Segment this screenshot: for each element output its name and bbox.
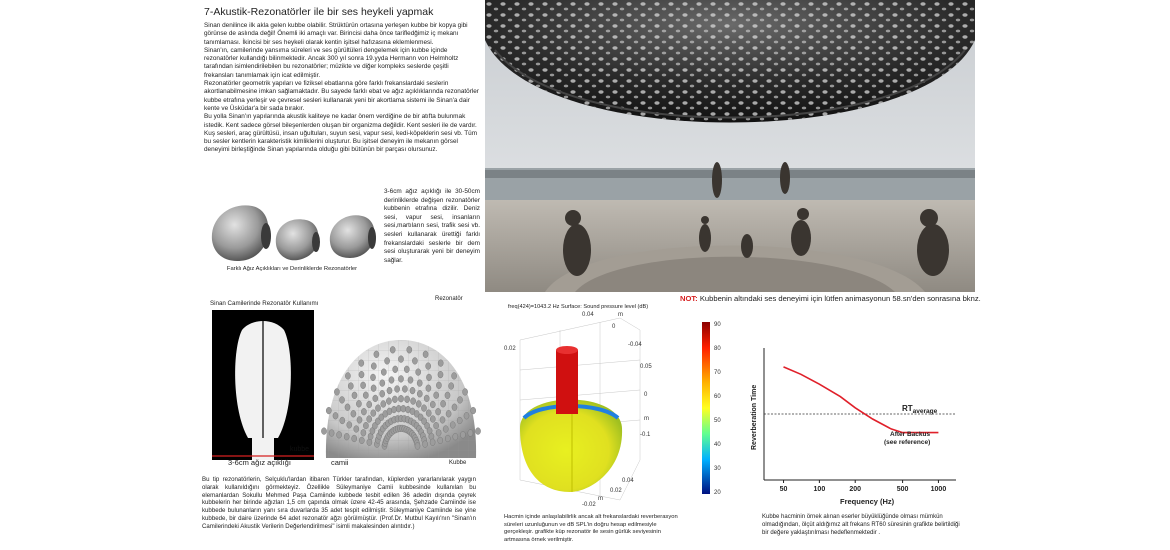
sim-tick-side: 0.02 [504,346,516,352]
resonator-blob [449,383,454,390]
simulation-caption: Hacmin içinde anlaşılabilirlik ancak alt frekanslardaki reverberasyon süreleri uzunluğunun ve dB SPL'in doğru hesap edilmesiyle gerçekleşir. grafikte küp rezonatör ile sesin gürlük seviyesinin artmasına örnek verilmiştir. [504,514,678,543]
note-text: Kubbenin altındaki ses deneyimi için lütfen animasyonun 58.sn'den sonrasına bknz. [697,294,981,303]
resonator-blob [361,429,366,436]
resonator-blob [424,395,429,402]
resonator-blob [453,433,458,440]
resonator-blob [434,392,439,399]
resonator-blob [438,437,443,444]
resonator-blob [408,377,413,384]
resonator-blob [380,390,385,397]
chart-xlabel: Frequency (Hz) [840,497,895,506]
intro-paragraph: Sinan denilince ilk akla gelen kubbe olabilir. Strüktürün ortasına yerleşen kubbe bir kopya gibi görünse de aslında değil! Önemli iki amaçlı var. Birincisi daha önce tarifledğimiz iç mekanı tanımlaması. İkincisi bir ses heykeli olarak kentin işitsel hafızasına eklemlenmesi. [204,22,468,46]
resonator-blob [356,400,361,407]
resonator-blob [445,435,450,442]
mosque-dome-section-drawing [212,310,314,460]
resonator-blob [359,437,364,444]
resonator-shapes-illustration [202,200,384,266]
note-label: NOT: [680,294,698,303]
resonator-blob [347,422,352,429]
section-title: 7-Akustik-Rezonatörler ile bir ses heykeli yapmak [204,6,434,18]
resonator-blob [450,422,455,429]
resonator-blob [367,401,372,408]
resonator-blob [398,376,403,383]
dome-resonator-label: Rezonatör [435,296,463,302]
resonator-blob [387,387,392,394]
sim-axis-m-bottom: m [598,496,603,502]
resonator-blob [434,422,439,429]
resonator-blob [440,417,445,424]
sim-tick-top: 0 [612,324,616,330]
resonator-blob [333,412,338,419]
resonator-blob [401,405,406,412]
resonator-blob [423,351,428,358]
resonator-blob [438,371,443,378]
colorbar-tick-label: 80 [714,346,721,352]
resonator-blob [374,351,379,358]
resonator-blob [348,383,353,390]
resonator-blob [430,401,435,408]
resonator-blob [395,386,400,393]
resonator-blob [392,396,397,403]
colorbar-tick-label: 20 [714,490,721,496]
resonator-blob [344,433,349,440]
resonator-blob [443,426,448,433]
resonator-blob [417,390,422,397]
resonator-blob [438,360,443,367]
x-tick-label: 500 [896,486,909,493]
sim-tick-top: -0.04 [628,342,642,348]
sim-tick-right: -0.1 [640,432,651,438]
sim-tick-bottom: 0.02 [610,488,622,494]
resonator-blob [426,374,431,381]
intro-text [204,22,480,155]
chart-caption: Kubbe hacminin örnek alınan eserler büyüklüğünde olması mümkün olmadığından, ölçüt aldığımız alt frekans RT60 süresinin grafikte belirtildiği bir değere yaklaştırılması hedeflenmektedir . [762,514,960,536]
resonator-blob [398,395,403,402]
mosque-caption-camii: camii [330,458,349,467]
resonator-blob [468,430,473,437]
resonator-blob [417,380,422,387]
resonator-blob [371,363,376,370]
resonator-blob [359,371,364,378]
sim-axis-m-right: m [644,416,649,422]
sim-tick-right: 0 [644,392,648,398]
chart-annotation: After Backus [890,431,931,438]
resonator-blob [464,412,469,419]
resonator-blob [370,374,375,381]
chart-ylabel: Reverberation Time [751,384,758,450]
resonator-blob [436,382,441,389]
x-tick-label: 50 [779,486,788,493]
resonator-blob [415,443,420,450]
sim-tick-right: 0.05 [640,364,652,370]
resonator-blob [351,410,356,417]
resonator-blob [352,392,357,399]
resonator-blob [416,369,421,376]
resonator-blob [371,385,376,392]
sim-tick-top: 0.04 [582,312,594,318]
rt-label: RT [902,404,913,413]
resonator-blob [345,404,350,411]
x-tick-label: 100 [813,486,826,493]
resonator-blob [326,407,331,414]
resonator-medium [276,219,320,260]
intro-paragraph: Sinan'ın, camilerinde yansıma süreleri ve ses gürültüleri dengelemek için kubbe içinde rezonatörler kullandığı bilinmektedir. Ancak 300 yıl sonra 19.yyda Hermann von Helmholtz tarafından isimlendirilebilen bu rezonatörler; müzikte ve diğer kompleks seslerde çeşitli frekansları tanımlamak için icat edilmiştir. [204,46,459,79]
resonator-blob [359,360,364,367]
resonator-blob [426,385,431,392]
sim-axis-m: m [618,312,623,318]
x-tick-label: 1000 [930,486,947,493]
resonator-small [330,215,376,258]
resonator-blob [367,416,372,423]
resonator-description: 3-6cm ağız açıklığı ile 30-50cm derinliklerde değişen rezonatörler kubbenin etrafına dizilir. Deniz sesi, vapur sesi, insanların sesi,martıların sesi, trafik sesi vb. sesleri kullanarak ürettiği farklı frekanslardaki seslerle bir dem sesi oluşturarak yeni bir deneyim sağlar. [384,188,480,264]
resonator-blob [407,346,412,353]
resonator-blob [357,417,362,424]
resonator-blob [329,430,334,437]
resonator-blob [471,407,476,414]
resonator-blob [446,410,451,417]
resonator-blob [386,398,391,405]
resonator-blob [363,392,368,399]
kubbe-label: kubbe [290,446,310,453]
resonator-blob [404,366,409,373]
animation-note [680,294,981,303]
resonator-blob [389,377,394,384]
sound-pressure-simulation [500,310,740,510]
resonator-blob [339,397,344,404]
chart-annotation: (see reference) [884,439,931,446]
resonator-blob [463,389,468,396]
resonator-blob [381,401,386,408]
resonator-blob [381,369,386,376]
mosque-section-title: Sinan Camilerinde Rezonatör Kullanımı [210,300,319,307]
resonator-blob [416,401,421,408]
rt-curve-series [784,367,939,433]
dome-resonator-model [318,300,484,470]
resonator-blob [436,408,441,415]
sim-tick-bottom: 0.04 [622,478,634,484]
resonator-blob [410,387,415,394]
resonator-blob [373,395,378,402]
resonator-blob [475,428,480,435]
resonator-blob [385,358,390,365]
resonator-blob [391,406,396,413]
resonator-blob [430,416,435,423]
colorbar-tick-label: 50 [714,418,721,424]
resonator-history-text: Bu tip rezonatörlerin, Selçuklu'lardan itibaren Türkler tarafından, küplerden yararlanılarak yaygın olarak kullanıldığını görmekteyiz. Özellikle Süleymaniye Camii kubbesinde kullanılan bu elemanlardan Sokullu Mehmed Paşa Camiinde kubbede tesbit edilen 36 adedin dışında çeyrek kubbelerin her birinde ağızları 1,5 cm çapında olmak üzere 42-45 arasında, Şehzade Camiinde ise kubbede bulunanların yanı sıra duvarlarda 35 adet tespit edilmiştir. Süleymaniye Camiinde ise yine kubbede, bir daire üzerinde 64 adet rezonatör ağzı görülmüştür. (Prof.Dr. Mutbul Kayılı'nın "Sinan'ın Camilerindeki Akustik Verilerin Değerlendirilmesi" isimli makalesinden alıntıdır.) [202,476,476,530]
intro-paragraph: Bu yolla Sinan'ın yapılarında akustik kaliteye ne kadar önem verdiğine de bir atıfta bulunmak istedik. Kent sadece görsel bileşenlerden oluşan bir organizma değildir. Kent sesleri ile de vardır. Kuş sesleri, araç gürültüsü, insan uğultuları, suyun sesi, vapur sesi, kedi-köpeklerin sesi vb. Tüm bu sesler kentlerin karakteristik kimliklerini oluşturur. Bu işitsel deneyim ile mekanın görsel deneyimi birleştiğinde Sinan yapılarında olduğu gibi bütünün bir parçası olursunuz. [204,113,478,154]
resonator-blob [411,398,416,405]
colorbar-tick-label: 40 [714,442,721,448]
rt-label-sub: average [912,408,938,415]
colorbar-tick-label: 90 [714,322,721,328]
resonator-blob [352,435,357,442]
resonator-blob [371,410,376,417]
resonator-blob [361,382,366,389]
resonator-blob [457,417,462,424]
resonator-blob [445,392,450,399]
x-tick-label: 200 [849,486,862,493]
resonator-blob [421,405,426,412]
intro-paragraph: Rezonatörler geometrik yapıları ve fiziksel ebatlarına göre farklı frekanslardaki seslerin akortlanabilmesine imkan sağlamaktadır. Bu sayede farklı ebat ve ağız açıklıklarında rezonatörler kubbe etrafına yerleşir ve çevresel sesleri kullanarak yeni bir akortlama sistemi ile Sinan'a dair kente ve Üsküdar'a bir sada bırakır. [204,80,479,112]
resonator-blob [380,380,385,387]
reverberation-time-chart [744,340,964,512]
resonator-blob [321,428,326,435]
resonator-blob [337,431,342,438]
resonator-blob [390,346,395,353]
resonator-large [212,205,271,261]
resonator-blob [340,417,345,424]
resonator-blob [345,373,350,380]
resonator-blob [361,408,366,415]
resonator-blob [334,389,339,396]
simulation-header: freq(424)=1043.2 Hz Surface: Sound pressure level (dB) [508,304,649,310]
resonator-blob [363,422,368,429]
resonator-blob [436,429,441,436]
resonator-blob [426,363,431,370]
resonator-blob [452,404,457,411]
rt-average-label [902,404,938,415]
colorbar-tick-label: 70 [714,370,721,376]
colorbar-tick-label: 30 [714,466,721,472]
resonator-blob [375,405,380,412]
resonator-blob [393,366,398,373]
resonator-blob [398,356,403,363]
colorbar-tick-label: 60 [714,394,721,400]
resonator-caption: Farklı Ağız Açıklıkları ve Derinliklerde Rezonatörler [226,266,358,272]
resonator-blob [402,386,407,393]
resonator-blob [457,397,462,404]
mosque-caption-opening: 3-6cm ağız açıklığı [228,458,291,467]
resonator-blob [412,358,417,365]
sim-tick-bottom: -0.02 [582,502,596,508]
resonator-blob [452,373,457,380]
resonator-blob [441,400,446,407]
resonator-blob [460,431,465,438]
dome-kubbe-label: Kubbe [449,460,467,466]
resonator-blob [430,439,435,446]
resonator-blob [354,426,359,433]
dome-render-photo [485,0,975,292]
resonator-blob [426,410,431,417]
resonator-blob [405,396,410,403]
resonator-blob [423,441,428,448]
